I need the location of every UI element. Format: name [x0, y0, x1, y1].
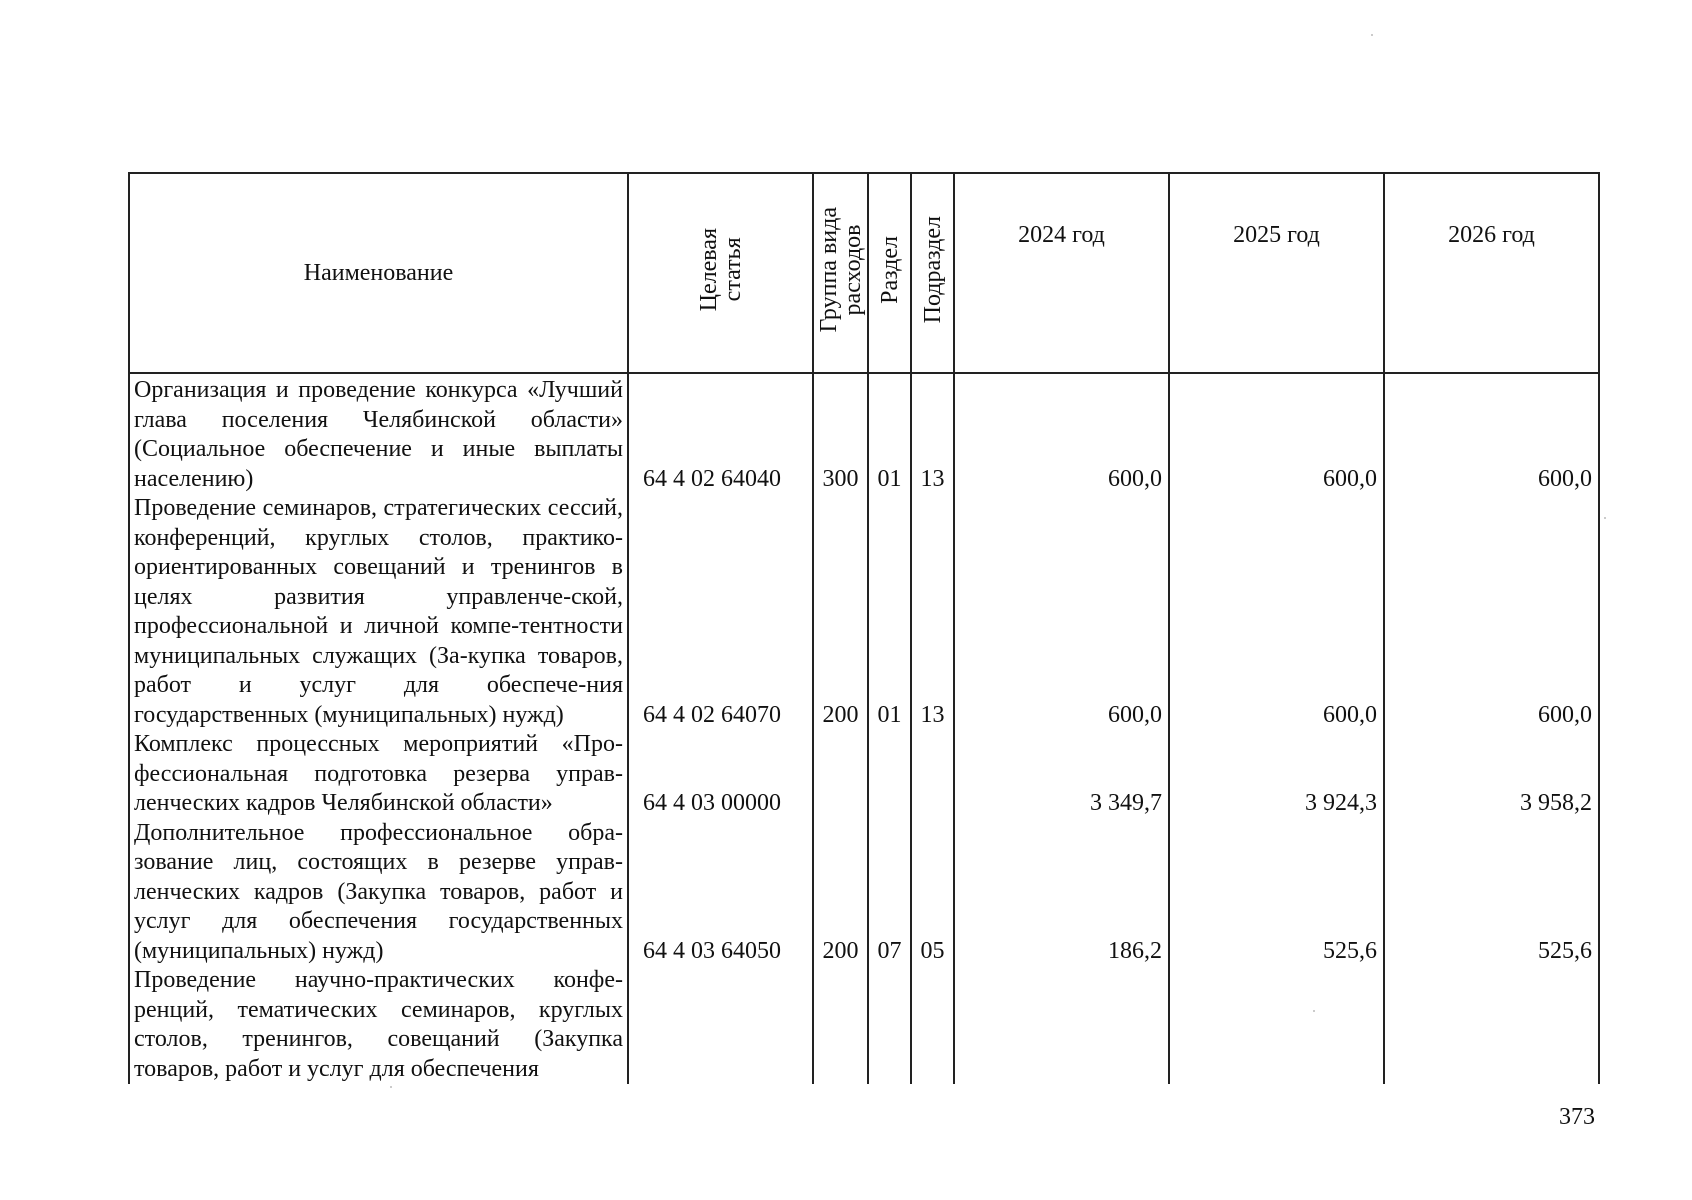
header-target-article: Целевая статья: [628, 173, 813, 373]
row-amount-2026: 600,0: [1384, 373, 1599, 494]
row-section: 07: [868, 819, 911, 967]
scan-speck: [1371, 34, 1373, 36]
header-year-2024: 2024 год: [954, 173, 1169, 373]
row-name: Комплекс процессных мероприятий «Про-фессиональная подготовка резерва управ-ленческих кадров Челябинской области»: [129, 730, 628, 819]
header-subsection: Подраздел: [911, 173, 954, 373]
scan-speck: [1313, 1010, 1315, 1012]
row-amount-2025: 600,0: [1169, 373, 1384, 494]
row-amount-2026: [1384, 966, 1599, 1084]
row-expense-group: 200: [813, 819, 868, 967]
row-name: Организация и проведение конкурса «Лучший глава поселения Челябинской области» (Социальное обеспечение и иные выплаты населению): [129, 373, 628, 494]
row-amount-2024: 600,0: [954, 494, 1169, 730]
row-expense-group: [813, 730, 868, 819]
row-amount-2024: [954, 966, 1169, 1084]
row-amount-2025: 600,0: [1169, 494, 1384, 730]
row-target-article: 64 4 02 64070: [628, 494, 813, 730]
table-row: [129, 373, 1599, 494]
row-amount-2025: 525,6: [1169, 819, 1384, 967]
row-subsection: 13: [911, 373, 954, 494]
row-amount-2026: 600,0: [1384, 494, 1599, 730]
row-subsection: 05: [911, 819, 954, 967]
row-subsection: 13: [911, 494, 954, 730]
row-section: 01: [868, 494, 911, 730]
row-name: Дополнительное профессиональное обра-зование лиц, состоящих в резерве управ-ленческих кадров (Закупка товаров, работ и услуг для обеспечения государственных (муниципальных) нужд): [129, 819, 628, 967]
table-row: [129, 819, 1599, 967]
row-target-article: 64 4 03 00000: [628, 730, 813, 819]
row-subsection: [911, 730, 954, 819]
row-target-article: [628, 966, 813, 1084]
table-header-row: [129, 173, 1599, 373]
row-amount-2024: 600,0: [954, 373, 1169, 494]
budget-table: [128, 172, 1600, 1084]
table-row: [129, 730, 1599, 819]
row-expense-group: [813, 966, 868, 1084]
row-subsection: [911, 966, 954, 1084]
row-target-article: 64 4 03 64050: [628, 819, 813, 967]
page-number: 373: [1559, 1104, 1595, 1130]
header-expense-group: Группа вида расходов: [813, 173, 868, 373]
row-amount-2025: 3 924,3: [1169, 730, 1384, 819]
header-year-2026: 2026 год: [1384, 173, 1599, 373]
row-expense-group: 300: [813, 373, 868, 494]
row-amount-2024: 3 349,7: [954, 730, 1169, 819]
row-amount-2026: 3 958,2: [1384, 730, 1599, 819]
scan-speck: [390, 1086, 392, 1088]
row-name: Проведение научно-практических конфе-ренций, тематических семинаров, круглых столов, тренингов, совещаний (Закупка товаров, работ и услуг для обеспечения: [129, 966, 628, 1084]
row-section: [868, 730, 911, 819]
table-row: [129, 966, 1599, 1084]
row-section: [868, 966, 911, 1084]
row-section: 01: [868, 373, 911, 494]
header-year-2025: 2025 год: [1169, 173, 1384, 373]
row-amount-2026: 525,6: [1384, 819, 1599, 967]
header-name: Наименование: [129, 173, 628, 373]
row-expense-group: 200: [813, 494, 868, 730]
row-target-article: 64 4 02 64040: [628, 373, 813, 494]
scan-speck: [1604, 517, 1606, 519]
row-amount-2024: 186,2: [954, 819, 1169, 967]
header-section: Раздел: [868, 173, 911, 373]
row-amount-2025: [1169, 966, 1384, 1084]
row-name: Проведение семинаров, стратегических сессий, конференций, круглых столов, практико-ориентированных совещаний и тренингов в целях развития управленче-ской, профессиональной и личной компе-тентности муниципальных служащих (За-купка товаров, работ и услуг для обеспече-ния государственных (муниципальных) нужд): [129, 494, 628, 730]
table-row: [129, 494, 1599, 730]
